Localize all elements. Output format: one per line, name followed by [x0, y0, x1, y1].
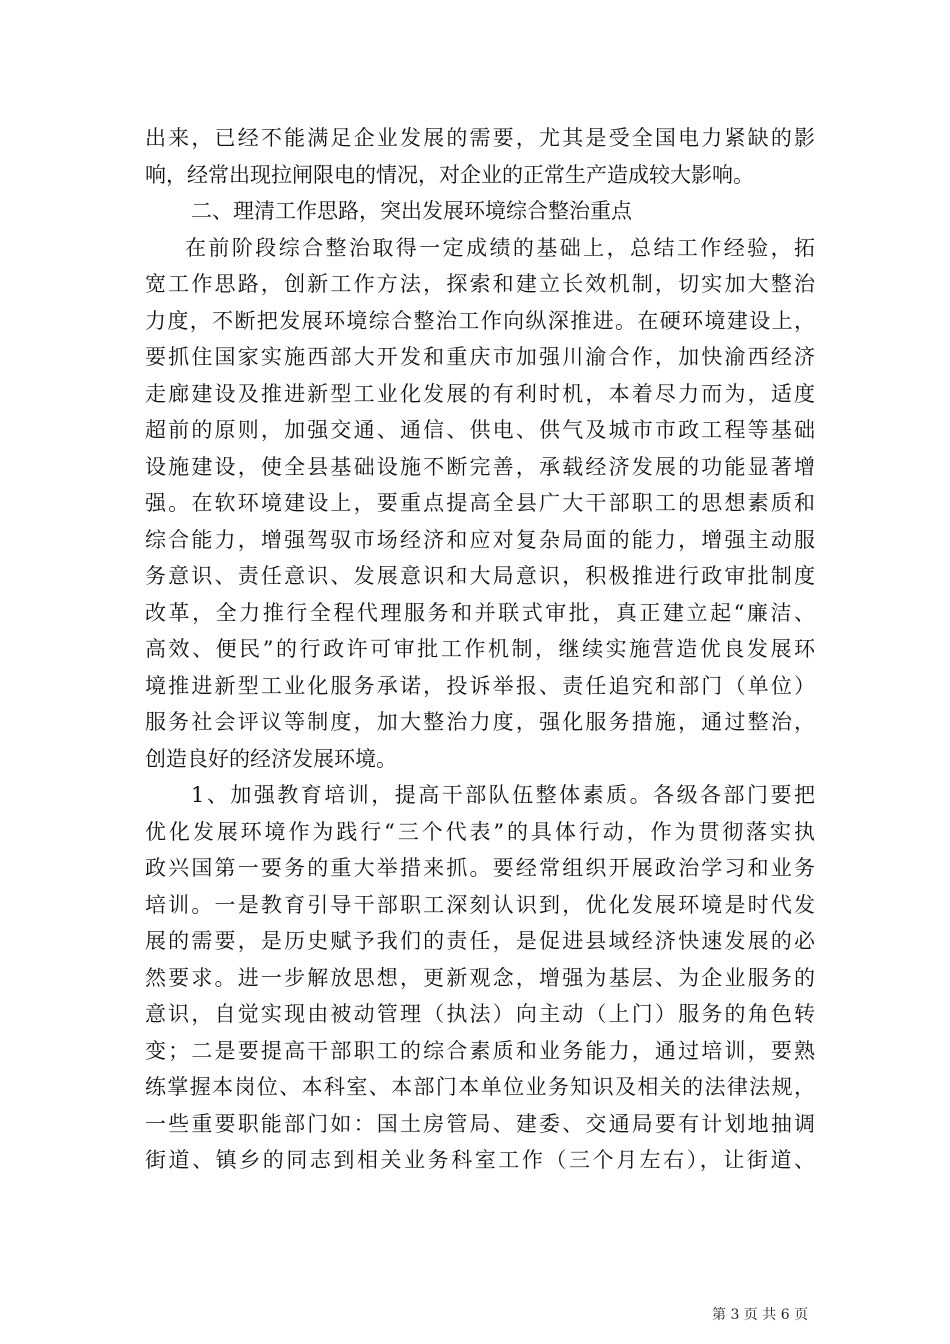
text-line: 出来，已经不能满足企业发展的需要，尤其是受全国电力紧缺的影 [145, 126, 815, 150]
text-line: 培训。一是教育引导干部职工深刻认识到，优化发展环境是时代发 [145, 892, 815, 917]
list-item-heading: 1、加强教育培训，提高干部队伍整体素质。各级各部门要把 [191, 783, 815, 807]
text-line: 改革，全力推行全程代理服务和并联式审批，真正建立起“廉洁、 [145, 600, 815, 625]
text-line: 务意识、责任意识、发展意识和大局意识，积极推进行政审批制度 [145, 564, 815, 588]
text-line: 创造良好的经济发展环境。 [145, 746, 397, 771]
section-heading: 二、理清工作思路，突出发展环境综合整治重点 [191, 199, 632, 223]
document-body [145, 120, 815, 1179]
text-line: 设施建设，使全县基础设施不断完善，承载经济发展的功能显著增 [145, 454, 815, 479]
text-line: 要抓住国家实施西部大开发和重庆市加强川渝合作，加快渝西经济 [145, 345, 815, 369]
text-line: 变；二是要提高干部职工的综合素质和业务能力，通过培训，要熟 [145, 1038, 815, 1063]
text-line: 然要求。进一步解放思想，更新观念，增强为基层、为企业服务的 [145, 965, 815, 990]
text-line: 练掌握本岗位、本科室、本部门本单位业务知识及相关的法律法规， [145, 1075, 815, 1099]
text-line: 超前的原则，加强交通、通信、供电、供气及城市市政工程等基础 [145, 418, 815, 442]
text-line: 宽工作思路，创新工作方法，探索和建立长效机制，切实加大整治 [145, 272, 815, 296]
text-line: 力度，不断把发展环境综合整治工作向纵深推进。在硬环境建设上， [145, 308, 815, 333]
text-line: 一些重要职能部门如：国土房管局、建委、交通局要有计划地抽调 [145, 1111, 815, 1136]
text-line: 政兴国第一要务的重大举措来抓。要经常组织开展政治学习和业务 [145, 856, 815, 880]
text-line: 意识，自觉实现由被动管理（执法）向主动（上门）服务的角色转 [145, 1002, 815, 1026]
text-line: 响，经常出现拉闸限电的情况，对企业的正常生产造成较大影响。 [145, 162, 754, 187]
text-line: 在前阶段综合整治取得一定成绩的基础上，总结工作经验，拓 [185, 235, 815, 260]
text-line: 强。在软环境建设上，要重点提高全县广大干部职工的思想素质和 [145, 491, 815, 515]
text-line: 境推进新型工业化服务承诺，投诉举报、责任追究和部门（单位） [145, 673, 815, 698]
text-line: 优化发展环境作为践行“三个代表”的具体行动，作为贯彻落实执 [145, 819, 815, 844]
text-line: 街道、镇乡的同志到相关业务科室工作（三个月左右），让街道、 [145, 1148, 815, 1172]
text-line: 综合能力，增强驾驭市场经济和应对复杂局面的能力，增强主动服 [145, 527, 815, 552]
text-line: 展的需要，是历史赋予我们的责任，是促进县域经济快速发展的必 [145, 929, 815, 953]
text-line: 走廊建设及推进新型工业化发展的有利时机，本着尽力而为，适度 [145, 381, 815, 406]
page-number: 第 3 页 共 6 页 [712, 1307, 809, 1323]
text-line: 服务社会评议等制度，加大整治力度，强化服务措施，通过整治， [145, 710, 815, 734]
text-line: 高效、便民”的行政许可审批工作机制，继续实施营造优良发展环 [145, 637, 815, 661]
